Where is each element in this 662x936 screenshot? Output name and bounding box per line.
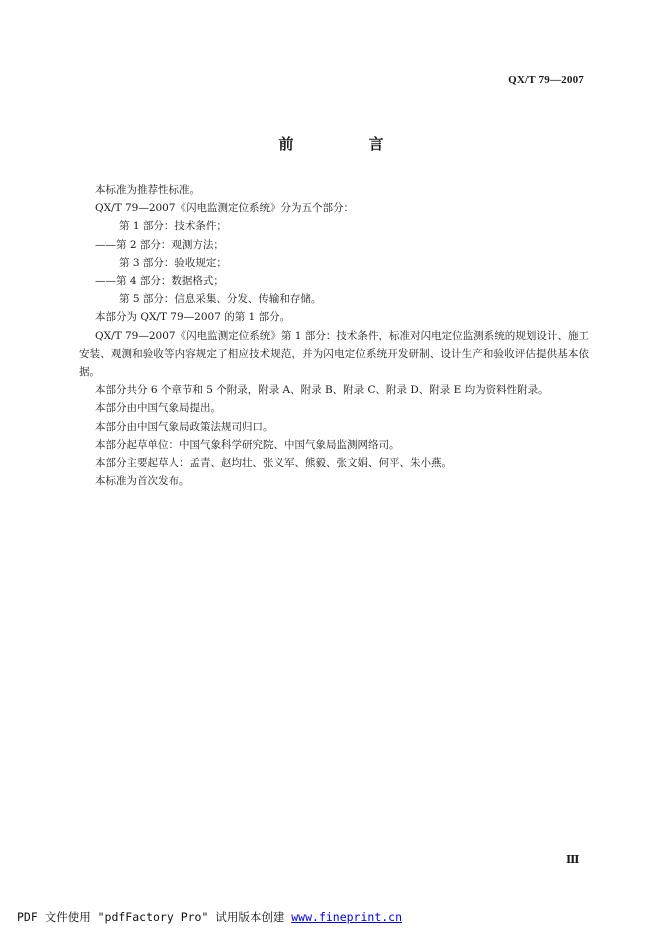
page-number: Ⅲ [566,854,580,866]
paragraph-managed-by: 本部分由中国气象局政策法规司归口。 [95,420,274,433]
pdf-footer [17,909,402,925]
footer-text: PDF 文件使用 "pdfFactory Pro" 试用版本创建 [17,910,292,924]
foreword-body [79,181,589,490]
paragraph-recommended: 本标准为推荐性标准。 [95,184,200,196]
standard-code: QX/T 79—2007 [508,74,584,86]
page-title: 前 言 [278,135,414,153]
list-item-part-1: 第 1 部分：技术条件； [119,220,227,233]
paragraph-technical-conditions: QX/T 79—2007《闪电监测定位系统》第 1 部分：技术条件，标准对闪电定位监测系统的规划设计、施工安装、观测和验收等内容规定了相应技术规范，并为闪电定位系统开发研制、设计生产和验收评估提供基本依据。 [79,329,589,379]
paragraph-first-release: 本标准为首次发布。 [95,475,190,488]
list-item-part-5: 第 5 部分：信息采集、分发、传输和存储。 [119,293,322,306]
paragraph-this-part: 本部分为 QX/T 79—2007 的第 1 部分。 [95,311,291,324]
list-item-part-2: ——第 2 部分：观测方法； [95,238,224,251]
list-item-part-3: 第 3 部分：验收规定； [119,256,227,269]
paragraph-proposed-by: 本部分由中国气象局提出。 [95,402,221,415]
list-item-part-4: ——第 4 部分：数据格式； [95,275,224,288]
paragraph-parts-intro: QX/T 79—2007《闪电监测定位系统》分为五个部分： [95,202,355,215]
paragraph-drafters: 本部分主要起草人：孟青、赵均壮、张义军、熊毅、张文娟、何平、朱小燕。 [95,457,452,470]
paragraph-drafting-units: 本部分起草单位：中国气象科学研究院、中国气象局监测网络司。 [95,438,400,451]
paragraph-chapters-appendices: 本部分共分 6 个章节和 5 个附录，附录 A、附录 B、附录 C、附录 D、附录 E 均为资料性附录。 [95,384,549,397]
footer-link[interactable]: www.fineprint.cn [291,910,403,924]
